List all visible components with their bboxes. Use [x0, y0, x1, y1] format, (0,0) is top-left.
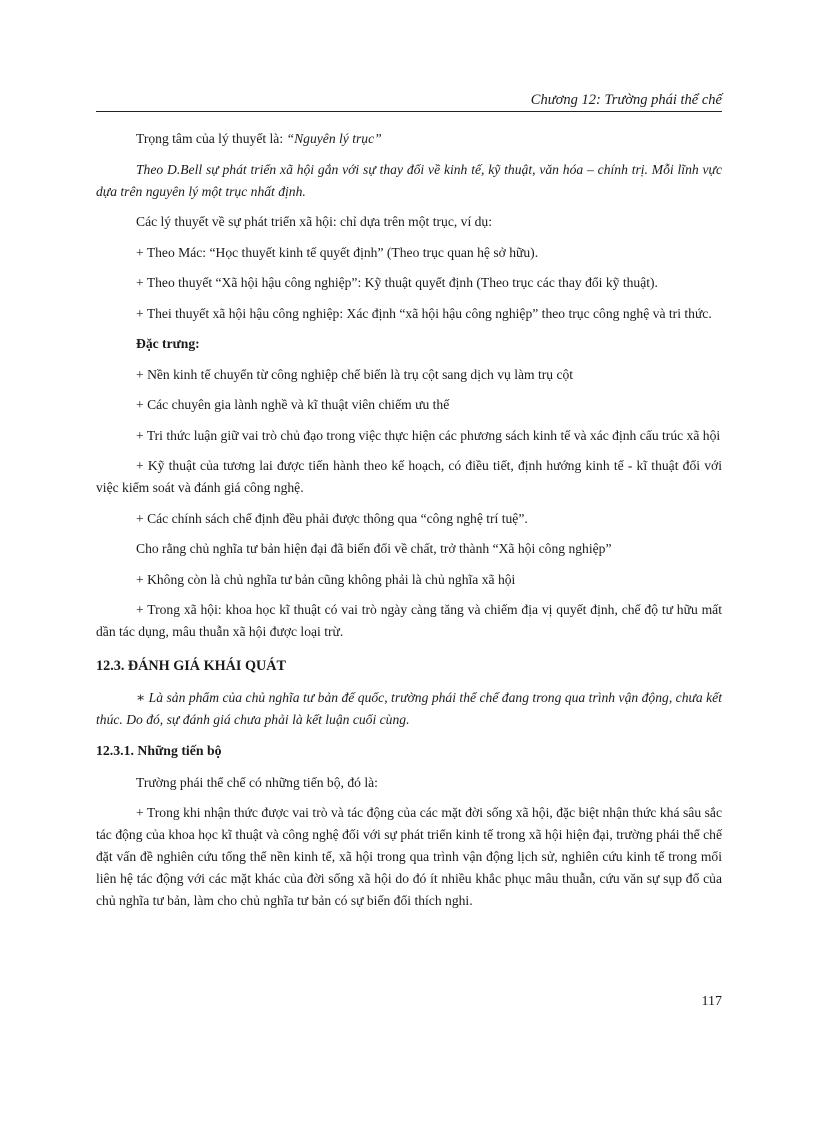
features-heading: Đặc trưng: [136, 336, 200, 351]
running-header: Chương 12: Trường phái thể chế [96, 92, 722, 112]
paragraph: Các lý thuyết về sự phát triển xã hội: chỉ dựa trên một trục, ví dụ: [136, 214, 493, 229]
subsection-heading: 12.3.1. Những tiến bộ [96, 742, 222, 758]
list-item: + Tri thức luận giữ vai trò chủ đạo trong việc thực hiện các phương sách kinh tế và xác định cấu trúc xã hội [136, 427, 721, 443]
paragraph [96, 128, 722, 150]
section-intro: ∗ Là sản phẩm của chủ nghĩa tư bản đế quốc, trường phái thể chế đang trong qua trình vận động, chưa kết thúc. Do đó, sự đánh giá chưa phải là kết luận cuối cùng. [96, 690, 722, 727]
list-item: + Thei thuyết xã hội hậu công nghiệp: Xác định “xã hội hậu công nghiệp” theo trục công nghệ và tri thức. [136, 305, 712, 321]
paragraph: Trường phái thể chế có những tiến bộ, đó là: [136, 774, 378, 790]
section-heading: 12.3. ĐÁNH GIÁ KHÁI QUÁT [96, 658, 286, 674]
list-item: + Không còn là chủ nghĩa tư bản cũng không phải là chủ nghĩa xã hội [136, 571, 516, 587]
list-item: + Các chính sách chế định đều phải được thông qua “công nghệ trí tuệ”. [136, 510, 528, 526]
page-number: 117 [701, 994, 722, 1009]
list-item: + Trong khi nhận thức được vai trò và tác động của các mặt đời sống xã hội, đặc biệt nhận thức khá sâu sắc tác động của khoa học kĩ thuật và công nghệ đối với sự phát triển kinh tế trong xã hội hiện đại, trường phái thể chế đặt vấn đề nghiên cứu tổng thể nền kinh tế, xã hội trong qua trình vận động lịch sử, nghiên cứu kinh tế trong mối liên hệ tác động với các mặt khác của đời sống xã hội do đó ít nhiều khắc phục mâu thuẫn, cứu văn sự sụp đổ của chủ nghĩa tư bản, làm cho chủ nghĩa tư bản có sự biến đổi thích nghi. [96, 805, 722, 908]
paragraph: Cho rằng chủ nghĩa tư bản hiện đại đã biến đổi về chất, trở thành “Xã hội công nghiệp” [136, 541, 612, 556]
list-item: + Các chuyên gia lành nghề và kĩ thuật viên chiếm ưu thế [136, 397, 450, 412]
list-item: + Theo Mác: “Học thuyết kinh tế quyết định” (Theo trục quan hệ sở hữu). [136, 244, 539, 260]
list-item: + Trong xã hội: khoa học kĩ thuật có vai trò ngày càng tăng và chiếm địa vị quyết định, chế độ tư hữu mất dần tác dụng, mâu thuẫn xã hội được loại trừ. [96, 602, 722, 639]
paragraph: Theo D.Bell sự phát triển xã hội gắn với sự thay đổi về kinh tế, kỹ thuật, văn hóa – chính trị. Mỗi lĩnh vực dựa trên nguyên lý một trục nhất định. [96, 161, 722, 199]
list-item: + Nền kinh tế chuyển từ công nghiệp chế biến là trụ cột sang dịch vụ làm trụ cột [136, 366, 574, 382]
list-item: + Theo thuyết “Xã hội hậu công nghiệp”: Kỹ thuật quyết định (Theo trục các thay đổi kỹ thuật). [136, 275, 658, 290]
list-item: + Kỹ thuật của tương lai được tiến hành theo kế hoạch, có điều tiết, định hướng kinh tế - kĩ thuật đối với việc kiểm soát và đánh giá công nghệ. [96, 458, 722, 495]
paragraph-text: Trọng tâm của lý thuyết là: [136, 131, 287, 146]
axis-principle-quote: “Nguyên lý trục” [286, 131, 382, 146]
page-body [96, 128, 722, 921]
